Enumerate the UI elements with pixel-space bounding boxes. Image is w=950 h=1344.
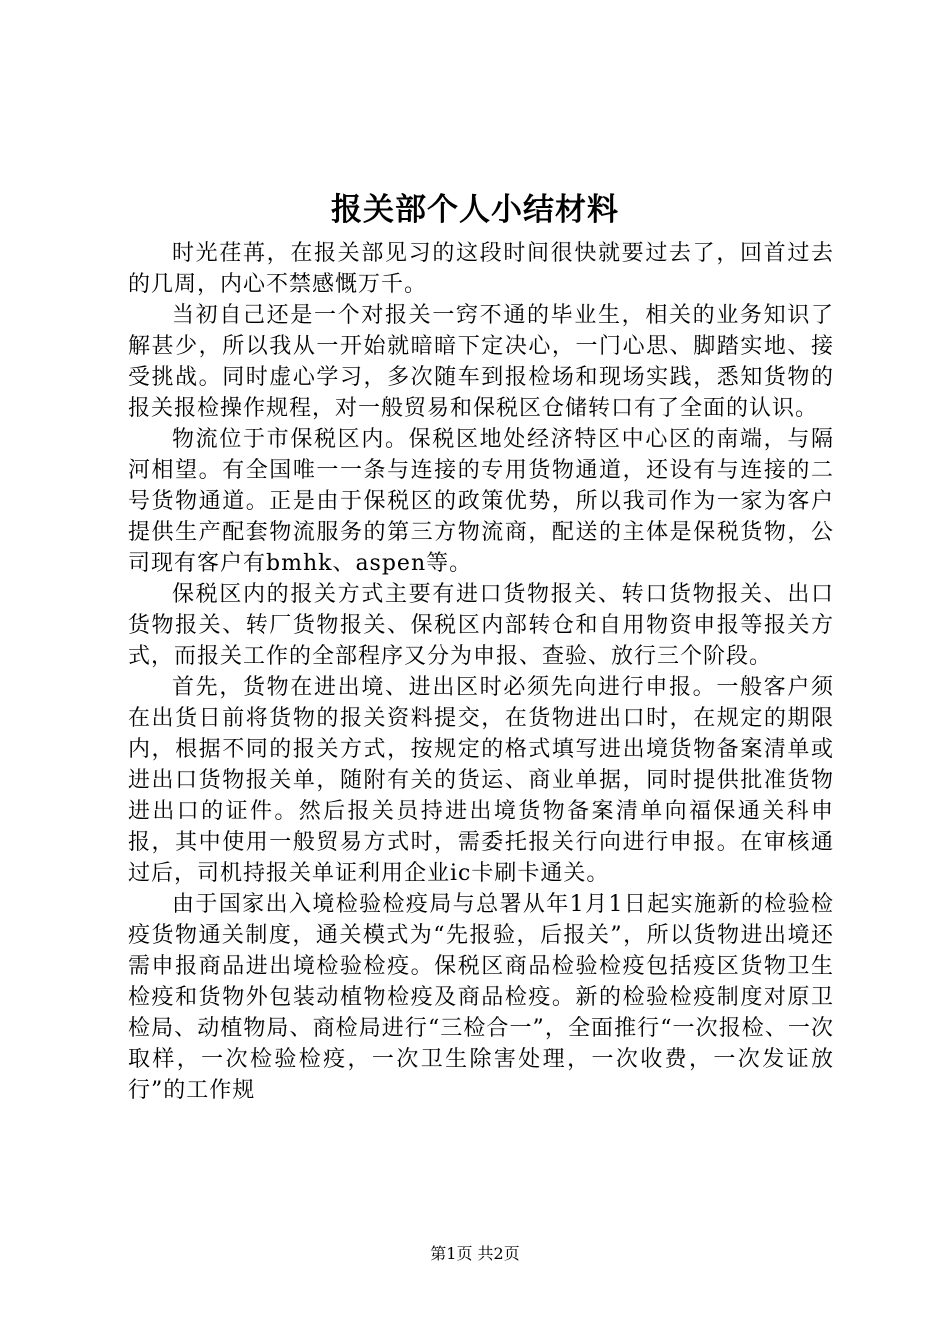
- paragraph-4: 保税区内的报关方式主要有进口货物报关、转口货物报关、出口货物报关、转厂货物报关、保税区内部转仓和自用物资申报等报关方式，而报关工作的全部程序又分为申报、查验、放行三个阶段。: [128, 582, 834, 669]
- paragraph-6: 由于国家出入境检验检疫局与总署从年1月1日起实施新的检验检疫货物通关制度，通关模式为“先报验，后报关”，所以货物进出境还需申报商品进出境检验检疫。保税区商品检验检疫包括疫区货物卫生检疫和货物外包装动植物检疫及商品检疫。新的检验检疫制度对原卫检局、动植物局、商检局进行“三检合一”，全面推行“一次报检、一次取样，一次检验检疫，一次卫生除害处理，一次收费，一次发证放行”的工作规: [128, 892, 834, 1103]
- document-title: 报关部个人小结材料: [331, 192, 619, 228]
- paragraph-1: 时光荏苒，在报关部见习的这段时间很快就要过去了，回首过去的几周，内心不禁感慨万千。: [128, 241, 834, 297]
- document-body: [128, 238, 834, 1106]
- paragraph-3: 物流位于市保税区内。保税区地处经济特区中心区的南端，与隔河相望。有全国唯一一条与连接的专用货物通道，还设有与连接的二号货物通道。正是由于保税区的政策优势，所以我司作为一家为客户提供生产配套物流服务的第三方物流商，配送的主体是保税货物，公司现有客户有bmhk、aspen等。: [128, 427, 834, 576]
- paragraph-5: 首先，货物在进出境、进出区时必须先向进行申报。一般客户须在出货日前将货物的报关资料提交，在货物进出口时，在规定的期限内，根据不同的报关方式，按规定的格式填写进出境货物备案清单或进出口货物报关单，随附有关的货运、商业单据，同时提供批准货物进出口的证件。然后报关员持进出境货物备案清单向福保通关科申报，其中使用一般贸易方式时，需委托报关行向进行申报。在审核通过后，司机持报关单证利用企业ic卡刷卡通关。: [128, 675, 834, 886]
- page-footer: 第1页 共2页: [430, 1244, 520, 1263]
- paragraph-2: 当初自己还是一个对报关一窍不通的毕业生，相关的业务知识了解甚少，所以我从一开始就暗暗下定决心，一门心思、脚踏实地、接受挑战。同时虚心学习，多次随车到报检场和现场实践，悉知货物的报关报检操作规程，对一般贸易和保税区仓储转口有了全面的认识。: [128, 303, 834, 421]
